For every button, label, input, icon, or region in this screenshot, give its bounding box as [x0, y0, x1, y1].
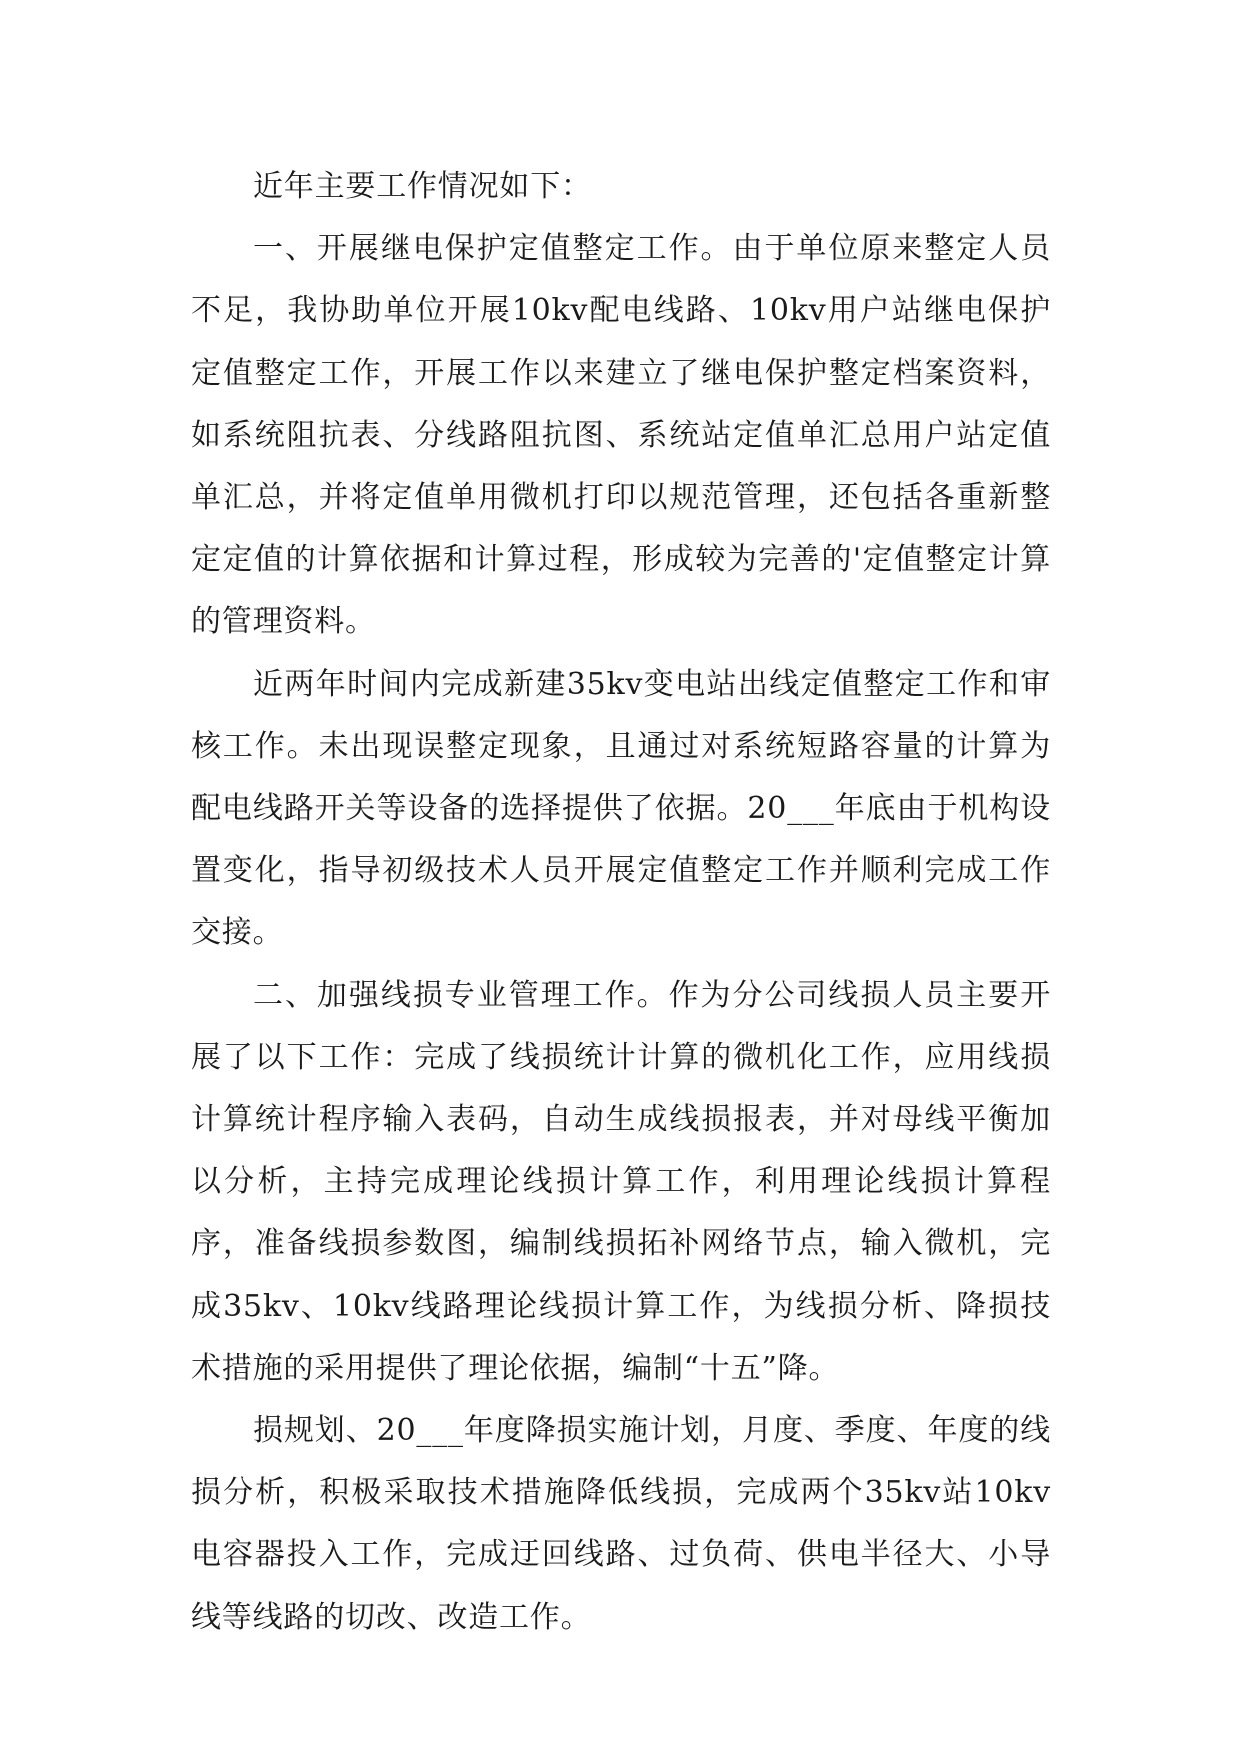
paragraph-intro: 近年主要工作情况如下：: [253, 169, 592, 204]
paragraph-relay-protection: 一、开展继电保护定值整定工作。由于单位原来整定人员不足，我协助单位开展10kv配电线路、10kv用户站继电保护定值整定工作，开展工作以来建立了继电保护整定档案资料，如系统阻抗表、分线路阻抗图、系统站定值单汇总用户站定值单汇总，并将定值单用微机打印以规范管理，还包括各重新整定定值的计算依据和计算过程，形成较为完善的'定值整定计算的管理资料。: [191, 231, 1051, 640]
paragraph-loss-reduction-plan: 损规划、20___年度降损实施计划，月度、季度、年度的线损分析，积极采取技术措施降低线损，完成两个35kv站10kv电容器投入工作，完成迂回线路、过负荷、供电半径大、小导线等线路的切改、改造工作。: [191, 1413, 1051, 1635]
paragraph-line-loss-management: 二、加强线损专业管理工作。作为分公司线损人员主要开展了以下工作：完成了线损统计计算的微机化工作，应用线损计算统计程序输入表码，自动生成线损报表，并对母线平衡加以分析，主持完成理论线损计算工作，利用理论线损计算程序，准备线损参数图，编制线损拓补网络节点，输入微机，完成35kv、10kv线路理论线损计算工作，为线损分析、降损技术措施的采用提供了理论依据，编制“十五”降。: [191, 977, 1051, 1386]
paragraph-substation-settings: 近两年时间内完成新建35kv变电站出线定值整定工作和审核工作。未出现误整定现象，且通过对系统短路容量的计算为配电线路开关等设备的选择提供了依据。20___年底由于机构设置变化，指导初级技术人员开展定值整定工作并顺利完成工作交接。: [191, 666, 1051, 951]
document-body: [191, 156, 1051, 1649]
